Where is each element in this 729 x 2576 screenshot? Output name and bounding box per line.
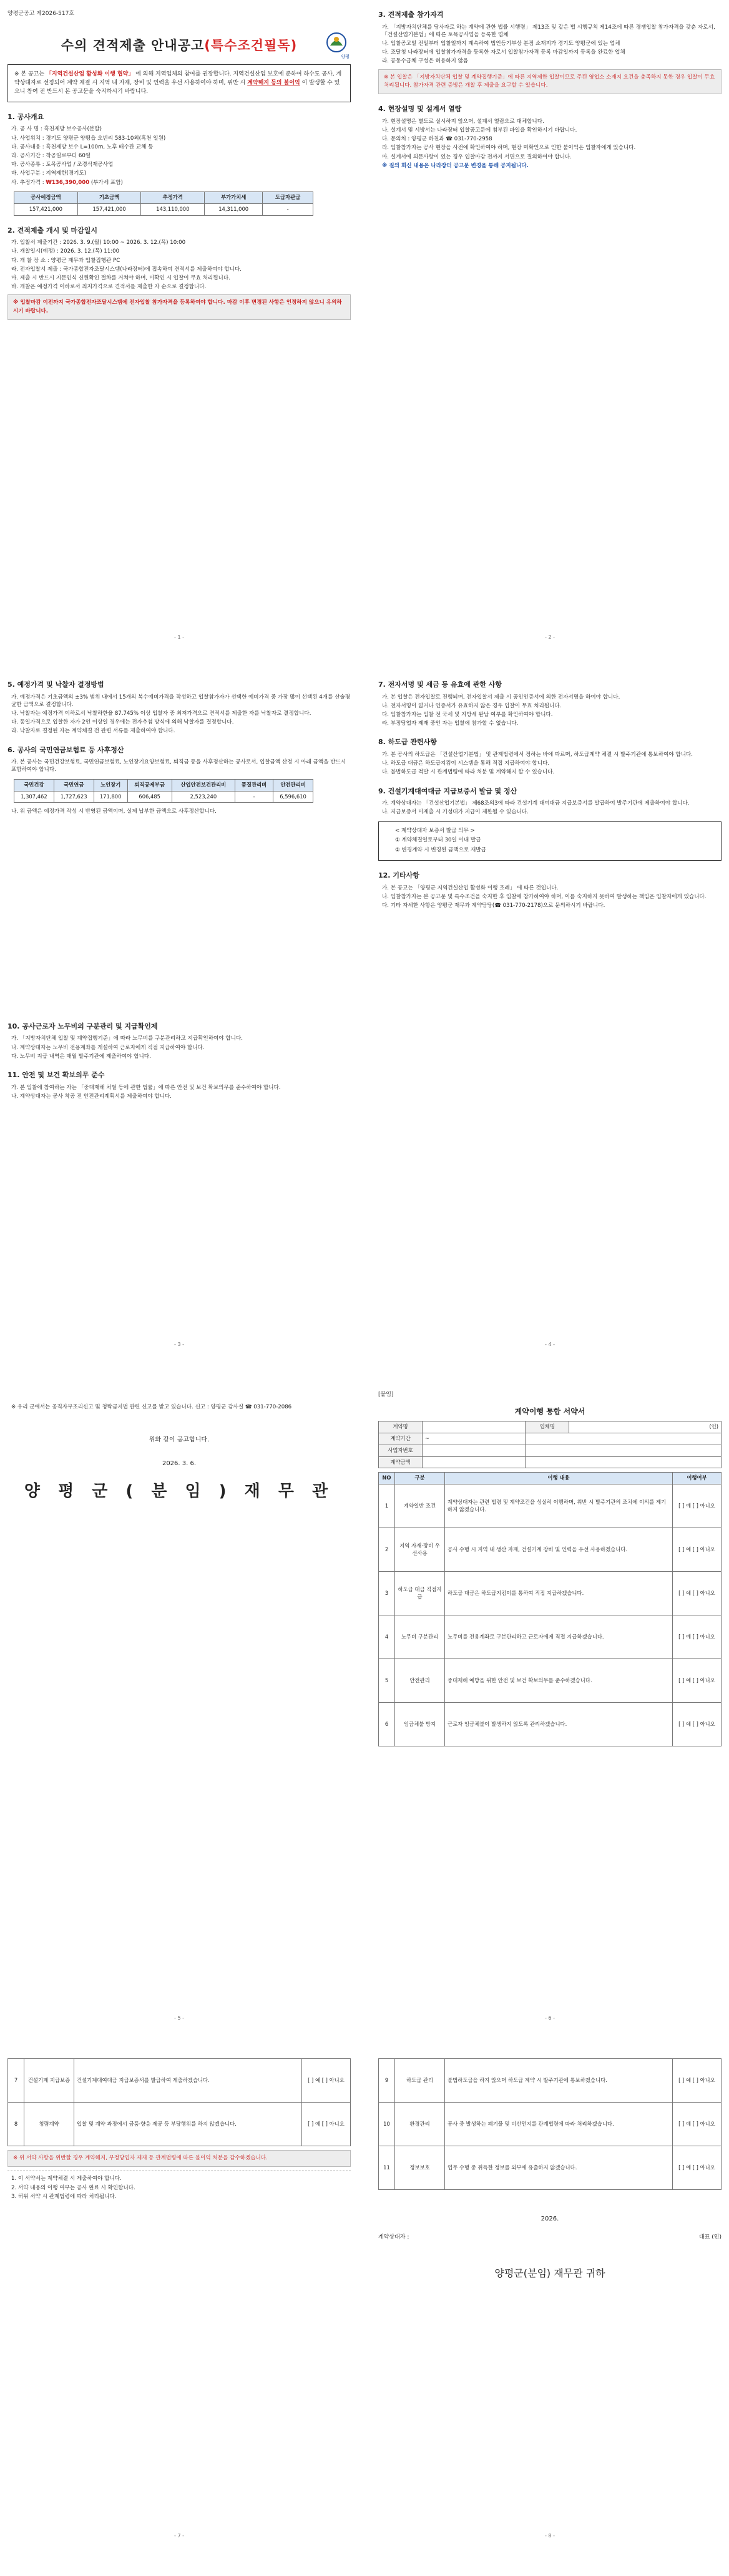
list-item: 가. 본 입찰은 전자입찰로 진행되며, 전자입찰서 제출 시 공인인증서에 의한 전자서명을 하여야 합니다. bbox=[382, 694, 620, 700]
pledge-content: 공사 수행 시 지역 내 생산 자재, 건설기계 장비 및 인력을 우선 사용하겠습니다. bbox=[445, 1528, 673, 1572]
list-item: 나. 전자서명이 없거나 인증서가 유효하지 않은 경우 입찰이 무효 처리됩니다. bbox=[382, 702, 562, 709]
list-item: 라. 입찰참가자는 공사 현장을 사전에 확인하여야 하며, 현장 미확인으로 인한 불이익은 입찰자에게 있습니다. bbox=[382, 145, 636, 152]
table-cell: 171,800 bbox=[94, 791, 127, 803]
sheet-1 bbox=[7, 10, 722, 659]
pledge-row bbox=[379, 1703, 722, 1746]
pledge-row bbox=[8, 2103, 351, 2146]
pledge-content: 업무 수행 중 취득한 정보를 외부에 유출하지 않겠습니다. bbox=[445, 2146, 673, 2190]
pledge-content: 입찰 및 계약 과정에서 금품·향응 제공 등 부당행위를 하지 않겠습니다. bbox=[74, 2103, 302, 2146]
page-number: - 3 - bbox=[174, 1342, 184, 1347]
section-11-heading: 11. 안전 및 보건 확보의무 준수 bbox=[7, 1070, 105, 1079]
form-notes bbox=[7, 2175, 351, 2201]
column-header: 이행여부 bbox=[673, 1473, 722, 1484]
list-item: 나. 사업위치 : 경기도 양평군 양평읍 오빈리 583-10외(흑천 일원) bbox=[11, 135, 166, 142]
final-addressee: 양평군(분임) 재무관 귀하 bbox=[494, 2267, 605, 2279]
list-item: 라. 공동수급체 구성은 허용하지 않음 bbox=[382, 58, 469, 65]
pledge-category: 정보보호 bbox=[395, 2146, 445, 2190]
section-6-heading: 6. 공사의 국민연금보험료 등 사후정산 bbox=[7, 745, 124, 754]
pledge-category: 청렴계약 bbox=[24, 2103, 74, 2146]
list-item: 라. 부정당업자 제재 중인 자는 입찰에 참가할 수 없습니다. bbox=[382, 720, 519, 727]
list-item: 라. 낙찰자로 결정된 자는 계약체결 전 관련 서류를 제출하여야 합니다. bbox=[11, 728, 175, 735]
section-3-heading: 3. 견적제출 참가자격 bbox=[378, 11, 444, 19]
list-item: 가. 본 입찰에 참여하는 자는 「중대재해 처벌 등에 관한 법률」에 따른 안전 및 보건 확보의무를 준수하여야 합니다. bbox=[11, 1084, 281, 1091]
list-item: 가. 「지방자치단체를 당사자로 하는 계약에 관한 법률 시행령」 제13조 및 같은 법 시행규칙 제14조에 따른 경쟁입찰 참가자격을 갖춘 자로서, 「건설산업기본법」에 따른 토목공사업을 등록한 업체 bbox=[382, 24, 715, 38]
list-item: 나. 입찰공고일 전일부터 입찰일까지 계속하여 법인등기부상 본점 소재지가 경기도 양평군에 있는 업체 bbox=[382, 41, 620, 47]
sheet-2 bbox=[7, 680, 722, 1366]
list-item: 마. 제출 시 반드시 지문인식 신원확인 절차를 거쳐야 하며, 미확인 시 입찰이 무효 처리됩니다. bbox=[11, 275, 230, 282]
pledge-row bbox=[379, 1528, 722, 1572]
page-2 bbox=[378, 10, 722, 640]
table-row bbox=[14, 791, 313, 803]
table-cell: 157,421,000 bbox=[77, 203, 141, 215]
section-5-heading: 5. 예정가격 및 낙찰자 결정방법 bbox=[7, 680, 104, 689]
pledge-no: 7 bbox=[8, 2059, 24, 2103]
column-header: 국민연금 bbox=[54, 779, 94, 791]
list-item: 라. 전자입찰서 제출 : 국가종합전자조달시스템(나라장터)에 접속하여 견적서를 제출하여야 합니다. bbox=[11, 266, 242, 273]
page-7 bbox=[7, 2058, 351, 2539]
table-cell: 1,727,623 bbox=[54, 791, 94, 803]
list-item: 나. 하도급 대금은 하도급지킴이 시스템을 통해 직접 지급하여야 합니다. bbox=[382, 760, 550, 767]
document-number: 양평군공고 제2026-517호 bbox=[7, 11, 75, 17]
pledge-content: 건설기계대여대금 지급보증서를 발급하여 제출하겠습니다. bbox=[74, 2059, 302, 2103]
pledge-checkbox[interactable]: [ ] 예 [ ] 아니오 bbox=[673, 2103, 722, 2146]
emblem-label: 양평 bbox=[341, 54, 350, 59]
section-8-heading: 8. 하도급 관련사항 bbox=[378, 738, 437, 747]
pledge-category: 노무비 구분관리 bbox=[395, 1615, 445, 1659]
list-item: 나. 지급보증서 미제출 시 기성대가 지급이 제한될 수 있습니다. bbox=[382, 809, 529, 816]
list-item: 나. 계약상대자는 공사 착공 전 안전관리계획서를 제출하여야 합니다. bbox=[11, 1093, 172, 1100]
column-header: 공사예정금액 bbox=[14, 191, 78, 203]
section-12-heading: 12. 기타사항 bbox=[378, 871, 419, 879]
form-field-label: 계약금액 bbox=[379, 1456, 423, 1468]
budget-table bbox=[14, 191, 313, 216]
form-field-value[interactable]: (인) bbox=[569, 1421, 722, 1433]
pledge-content: 계약상대자는 관련 법령 및 계약조건을 성실히 이행하며, 위반 시 발주기관의 조치에 이의를 제기하지 않겠습니다. bbox=[445, 1484, 673, 1528]
list-item: 다. 불법하도급 적발 시 관계법령에 따라 처분 및 계약해지 할 수 있습니다. bbox=[382, 769, 555, 776]
section-9-items bbox=[378, 800, 722, 816]
pledge-checkbox[interactable]: [ ] 예 [ ] 아니오 bbox=[673, 2146, 722, 2190]
pledge-checkbox[interactable]: [ ] 예 [ ] 아니오 bbox=[673, 1572, 722, 1615]
page-number: - 7 - bbox=[174, 2533, 184, 2539]
pledge-no: 2 bbox=[379, 1528, 395, 1572]
list-item: ② 변경계약 시 변경된 금액으로 재발급 bbox=[395, 847, 486, 854]
list-item: ① 계약체결일로부터 30일 이내 발급 bbox=[395, 837, 481, 844]
pledge-checkbox[interactable]: [ ] 예 [ ] 아니오 bbox=[673, 1528, 722, 1572]
table-cell: 2,523,240 bbox=[172, 791, 235, 803]
list-item: 가. 공 사 명 : 흑천제방 보수공사(분할) bbox=[11, 126, 102, 133]
list-item: 다. 노무비 지급 내역은 매월 발주기관에 제출하여야 합니다. bbox=[11, 1053, 151, 1060]
section-5-items bbox=[7, 694, 351, 735]
pledge-category: 임금체불 방지 bbox=[395, 1703, 445, 1746]
table-cell: 157,421,000 bbox=[14, 203, 78, 215]
pledge-row bbox=[379, 1659, 722, 1703]
section-1-heading: 1. 공사개요 bbox=[7, 112, 44, 121]
pledge-checkbox[interactable]: [ ] 예 [ ] 아니오 bbox=[302, 2059, 351, 2103]
list-item: 나. 낙찰자는 예정가격 이하로서 낙찰하한율 87.745% 이상 입찰자 중 최저가격으로 견적서를 제출한 자를 낙찰자로 결정합니다. bbox=[11, 710, 311, 717]
pledge-no: 5 bbox=[379, 1659, 395, 1703]
form-field-label: 사업자번호 bbox=[379, 1445, 423, 1456]
list-item: 마. 공사종류 : 토목공사업 / 조경식재공사업 bbox=[11, 162, 114, 168]
closing-date: 2026. 3. 6. bbox=[162, 1460, 197, 1468]
pledge-row bbox=[379, 1615, 722, 1659]
page-number: - 5 - bbox=[174, 2015, 184, 2021]
form-title: 계약이행 통합 서약서 bbox=[514, 1407, 585, 1416]
section-3-box: ※ 본 입찰은 「지방자치단체 입찰 및 계약집행기준」에 따른 지역제한 입찰이므로 주된 영업소 소재지 요건을 충족하지 못한 경우 입찰이 무효 처리됩니다. 참가자격 관련 증빙은 개찰 후 제출을 요구할 수 있습니다. bbox=[378, 69, 722, 95]
pledge-category: 하도급 대금 직접지급 bbox=[395, 1572, 445, 1615]
pledge-no: 10 bbox=[379, 2103, 395, 2146]
list-item: 라. 공사기간 : 착공일로부터 60일 bbox=[11, 152, 91, 159]
pledge-category: 지역 자재·장비 우선사용 bbox=[395, 1528, 445, 1572]
column-header: 부가가치세 bbox=[205, 191, 263, 203]
section-6-note: 나. 위 금액은 예정가격 작성 시 반영된 금액이며, 실제 납부한 금액으로 사후정산합니다. bbox=[11, 808, 217, 815]
table-cell: - bbox=[263, 203, 313, 215]
list-item: 가. 입찰서 제출기간 : 2026. 3. 9.(월) 10:00 ~ 2026. 3. 12.(목) 10:00 bbox=[11, 240, 186, 246]
list-item: 바. 사업구분 : 지역제한(경기도) bbox=[11, 170, 87, 177]
form-header-table bbox=[378, 1421, 722, 1469]
pledge-content: 공사 중 발생하는 폐기물 및 비산먼지를 관계법령에 따라 처리하겠습니다. bbox=[445, 2103, 673, 2146]
page-title: 수의 견적제출 안내공고(특수조건필독) bbox=[61, 37, 298, 53]
pledge-no: 11 bbox=[379, 2146, 395, 2190]
section-4-heading: 4. 현장설명 및 설계서 열람 bbox=[378, 105, 462, 114]
pledge-category: 안전관리 bbox=[395, 1659, 445, 1703]
section-11-items bbox=[7, 1084, 351, 1100]
estimated-price: 사. 추정가격 : ₩136,390,000 (부가세 포함) bbox=[11, 179, 123, 186]
list-item: 나. 입찰참가자는 본 공고문 및 특수조건을 숙지한 후 입찰에 참가하여야 하며, 이를 숙지하지 못하여 발생하는 책임은 입찰자에게 있습니다. bbox=[382, 893, 707, 900]
pledge-category: 환경관리 bbox=[395, 2103, 445, 2146]
pledge-no: 4 bbox=[379, 1615, 395, 1659]
pledge-category: 계약일반 조건 bbox=[395, 1484, 445, 1528]
column-header: 안전관리비 bbox=[273, 779, 313, 791]
list-item: 다. 입찰참가자는 입찰 전 국세 및 지방세 완납 여부를 확인하여야 합니다. bbox=[382, 712, 553, 719]
column-header: 노인장기 bbox=[94, 779, 127, 791]
form-field-value[interactable] bbox=[423, 1445, 526, 1456]
county-emblem-icon bbox=[326, 32, 347, 53]
list-item: 가. 예정가격은 기초금액의 ±3% 범위 내에서 15개의 복수예비가격을 작성하고 입찰참가자가 선택한 예비가격 중 가장 많이 선택된 4개를 산술평균한 금액으로 결정합니다. bbox=[11, 694, 350, 708]
section-12-items bbox=[378, 884, 722, 910]
column-header: 산업안전보건관리비 bbox=[172, 779, 235, 791]
section-7-items bbox=[378, 694, 722, 728]
list-item: 다. 기타 자세한 사항은 양평군 재무과 계약담당(☎ 031-770-2178)으로 문의하시기 바랍니다. bbox=[382, 902, 605, 909]
column-header: 퇴직공제부금 bbox=[127, 779, 172, 791]
section-10-items bbox=[7, 1035, 351, 1060]
issuing-organization: 양 평 군 ( 분 임 ) 재 무 관 bbox=[24, 1481, 335, 1501]
form-field-value[interactable]: ~ bbox=[423, 1433, 526, 1445]
column-header: 기초금액 bbox=[77, 191, 141, 203]
notice-box: ※ 본 공고는 「지역건설산업 활성화 이행 협약」 에 의해 지역업체의 참여를 권장합니다. 지역건설산업 보호에 준하여 하수도 공사, 계약상대자로 선정되어 계약 체결 시 지역 내 자재, 장비 및 인력을 우선 사용하여야 하며, 위반 시 계약해지 등의 불이익 이 발생할 수 있으니 참여 전 반드시 본 공고문을 숙지하시기 바랍니다. bbox=[7, 64, 351, 102]
sheet-4 bbox=[7, 2058, 722, 2557]
form-field-value[interactable] bbox=[423, 1456, 526, 1468]
sign-year: 2026. bbox=[541, 2215, 559, 2222]
pledge-category: 하도급 관리 bbox=[395, 2059, 445, 2103]
list-item: 가. 「지방자치단체 입찰 및 계약집행기준」에 따라 노무비를 구분관리하고 지급확인하여야 합니다. bbox=[11, 1035, 243, 1042]
pledge-content: 불법하도급을 하지 않으며 하도급 계약 시 발주기관에 통보하겠습니다. bbox=[445, 2059, 673, 2103]
form-field-label: 계약명 bbox=[379, 1421, 423, 1433]
list-item: 다. 공사내용 : 흑천제방 보수 L=100m, 노후 배수관 교체 등 bbox=[11, 143, 154, 150]
pledge-row bbox=[379, 2103, 722, 2146]
list-item: 가. 본 공사의 하도급은 「건설산업기본법」 및 관계법령에서 정하는 바에 따르며, 하도급계약 체결 시 발주기관에 통보하여야 합니다. bbox=[382, 752, 693, 758]
page-3 bbox=[7, 680, 351, 1347]
list-item: 가. 계약상대자는 「건설산업기본법」 제68조의3에 따라 건설기계 대여대금 지급보증서를 발급하여 발주기관에 제출하여야 합니다. bbox=[382, 800, 690, 807]
table-cell: 606,485 bbox=[127, 791, 172, 803]
pledge-no: 6 bbox=[379, 1703, 395, 1746]
table-cell: 143,110,000 bbox=[141, 203, 205, 215]
list-item: 가. 본 공고는 「양평군 지역건설산업 활성화 이행 조례」 에 따른 것입니다. bbox=[382, 884, 559, 891]
section-2-items bbox=[7, 239, 351, 291]
pledge-row bbox=[379, 2146, 722, 2190]
pledge-table-cont-2 bbox=[378, 2058, 722, 2190]
section-3-items bbox=[378, 24, 722, 65]
pledge-table bbox=[378, 1472, 722, 1746]
column-header: 추정가격 bbox=[141, 191, 205, 203]
table-cell: - bbox=[235, 791, 273, 803]
pledge-category: 건설기계 지급보증 bbox=[24, 2059, 74, 2103]
pledge-table-cont bbox=[7, 2058, 351, 2146]
sheet-3 bbox=[7, 1391, 722, 2040]
form-field-label: 업체명 bbox=[526, 1421, 569, 1433]
section-4-items bbox=[378, 118, 722, 161]
insurance-table bbox=[14, 779, 313, 803]
pledge-row bbox=[379, 1572, 722, 1615]
pledge-content: 노무비를 전용계좌로 구분관리하고 근로자에게 직접 지급하겠습니다. bbox=[445, 1615, 673, 1659]
section-4-note: ※ 질의 회신 내용은 나라장터 공고문 변경을 통해 공지됩니다. bbox=[382, 162, 529, 169]
section-9-heading: 9. 건설기계대여대금 지급보증서 발급 및 정산 bbox=[378, 787, 517, 795]
pledge-checkbox[interactable]: [ ] 예 [ ] 아니오 bbox=[302, 2103, 351, 2146]
page-number: - 6 - bbox=[545, 2015, 555, 2021]
title-row bbox=[7, 37, 351, 59]
table-cell: 1,307,462 bbox=[14, 791, 54, 803]
pledge-no: 8 bbox=[8, 2103, 24, 2146]
section-2-emphasis: ※ 입찰마감 이전까지 국가종합전자조달시스템에 전자입찰 참가자격을 등록하여야 합니다. 마감 이후 변경된 사항은 인정하지 않으니 유의하시기 바랍니다. bbox=[7, 294, 351, 320]
closing-intro: 위와 같이 공고합니다. bbox=[149, 1436, 210, 1444]
page-1 bbox=[7, 10, 351, 640]
pledge-content: 하도급 대금은 하도급지킴이를 통하여 직접 지급하겠습니다. bbox=[445, 1572, 673, 1615]
column-header: 도급자관급 bbox=[263, 191, 313, 203]
column-header: 국민건강 bbox=[14, 779, 54, 791]
pledge-row bbox=[379, 2059, 722, 2103]
page-number: - 2 - bbox=[545, 634, 555, 640]
pledge-checkbox[interactable]: [ ] 예 [ ] 아니오 bbox=[673, 2059, 722, 2103]
form-field-label: 계약기간 bbox=[379, 1433, 423, 1445]
page-8 bbox=[378, 2058, 722, 2539]
list-item: 다. 조달청 나라장터에 입찰참가자격을 등록한 자로서 입찰참가자격 등록 마감일까지 등록을 완료한 업체 bbox=[382, 49, 625, 56]
list-item: 나. 계약상대자는 노무비 전용계좌를 개설하여 근로자에게 직접 지급하여야 합니다. bbox=[11, 1044, 205, 1051]
sign-rep: 대표 (인) bbox=[699, 2234, 722, 2241]
annex-label: [붙임] bbox=[378, 1392, 394, 1398]
section-2-heading: 2. 견적제출 개시 및 마감일시 bbox=[7, 226, 98, 235]
pledge-checkbox[interactable]: [ ] 예 [ ] 아니오 bbox=[673, 1703, 722, 1746]
list-item: 나. 개찰일시(예정) : 2026. 3. 12.(목) 11:00 bbox=[11, 248, 120, 255]
page-5 bbox=[7, 1391, 351, 2021]
pledge-content: 근로자 임금체불이 발생하지 않도록 관리하겠습니다. bbox=[445, 1703, 673, 1746]
sign-label: 계약상대자 : bbox=[378, 2234, 409, 2241]
page-number: - 1 - bbox=[174, 634, 184, 640]
contact-note: ※ 우리 군에서는 공직자부조리신고 및 청탁금지법 관련 신고를 받고 있습니다. 신고 : 양평군 감사실 ☎ 031-770-2086 bbox=[11, 1404, 292, 1410]
table-row bbox=[14, 203, 313, 215]
pledge-row bbox=[8, 2059, 351, 2103]
list-item: 2. 서약 내용의 이행 여부는 공사 완료 시 확인합니다. bbox=[11, 2184, 135, 2191]
penalty-box: ※ 위 서약 사항을 위반할 경우 계약해지, 부정당업자 제재 등 관계법령에 따른 불이익 처분을 감수하겠습니다. bbox=[7, 2150, 351, 2167]
column-header: NO bbox=[379, 1473, 395, 1484]
pledge-checkbox[interactable]: [ ] 예 [ ] 아니오 bbox=[673, 1615, 722, 1659]
section-7-heading: 7. 전자서명 및 세금 등 유효에 관한 사항 bbox=[378, 680, 502, 689]
pledge-no: 3 bbox=[379, 1572, 395, 1615]
page-4 bbox=[378, 680, 722, 1347]
sign-row bbox=[378, 2234, 722, 2242]
column-header: 구분 bbox=[395, 1473, 445, 1484]
list-item: 다. 문의처 : 양평군 하천과 ☎ 031-770-2958 bbox=[382, 136, 492, 143]
column-header: 품질관리비 bbox=[235, 779, 273, 791]
list-item: 가. 현장설명은 별도로 실시하지 않으며, 설계서 열람으로 대체합니다. bbox=[382, 118, 544, 125]
form-field-value[interactable] bbox=[423, 1421, 526, 1433]
pledge-content: 중대재해 예방을 위한 안전 및 보건 확보의무를 준수하겠습니다. bbox=[445, 1659, 673, 1703]
pledge-no: 9 bbox=[379, 2059, 395, 2103]
list-item: 다. 개 찰 장 소 : 양평군 재무과 입찰집행관 PC bbox=[11, 257, 120, 264]
page-number: - 4 - bbox=[545, 1342, 555, 1347]
table-cell: 6,596,610 bbox=[273, 791, 313, 803]
list-item: < 계약상대자 보증서 발급 의무 > bbox=[395, 827, 475, 834]
list-item: 다. 동일가격으로 입찰한 자가 2인 이상일 경우에는 전자추첨 방식에 의해 낙찰자를 결정합니다. bbox=[11, 719, 234, 726]
list-item: 3. 허위 서약 시 관계법령에 따라 처리됩니다. bbox=[11, 2193, 117, 2200]
pledge-checkbox[interactable]: [ ] 예 [ ] 아니오 bbox=[673, 1659, 722, 1703]
pledge-row bbox=[379, 1484, 722, 1528]
section-6-text: 가. 본 공사는 국민건강보험료, 국민연금보험료, 노인장기요양보험료, 퇴직금 등을 사후정산하는 공사로서, 입찰금액 산정 시 아래 금액을 반드시 포함하여야 합니다. bbox=[11, 759, 346, 773]
list-item: 바. 개찰은 예정가격 이하로서 최저가격으로 견적서를 제출한 자 순으로 결정합니다. bbox=[11, 284, 207, 291]
section-10-heading: 10. 공사근로자 노무비의 구분관리 및 지급확인제 bbox=[7, 1022, 158, 1030]
pledge-checkbox[interactable]: [ ] 예 [ ] 아니오 bbox=[673, 1484, 722, 1528]
section-8-items bbox=[378, 751, 722, 777]
pledge-no: 1 bbox=[379, 1484, 395, 1528]
list-item: 1. 이 서약서는 계약체결 시 제출하여야 합니다. bbox=[11, 2176, 122, 2182]
list-item: 나. 설계서 및 시방서는 나라장터 입찰공고문에 첨부된 파일을 확인하시기 바랍니다. bbox=[382, 127, 577, 134]
section-1-items bbox=[7, 125, 351, 177]
column-header: 이행 내용 bbox=[445, 1473, 673, 1484]
guarantee-box bbox=[378, 821, 722, 861]
page-6 bbox=[378, 1391, 722, 2021]
table-cell: 14,311,000 bbox=[205, 203, 263, 215]
list-item: 마. 설계서에 의문사항이 있는 경우 입찰마감 전까지 서면으로 질의하여야 합니다. bbox=[382, 153, 572, 160]
page-number: - 8 - bbox=[545, 2533, 555, 2539]
